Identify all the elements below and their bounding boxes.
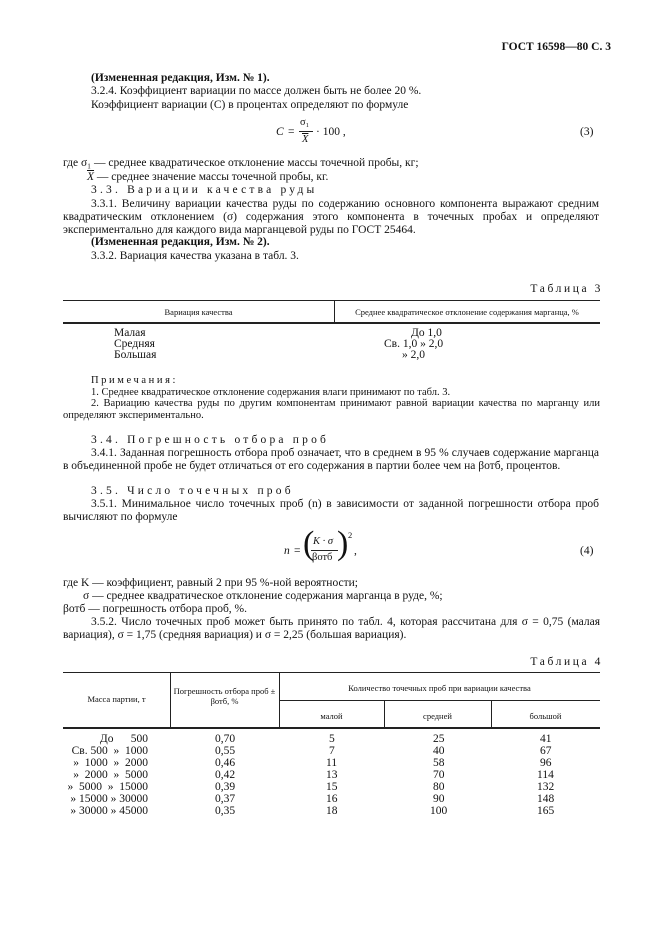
- table-4-row-3-medium: 58: [433, 757, 445, 769]
- table-4-row-7-medium: 100: [430, 805, 448, 817]
- note-1: 1. Среднее квадратическое отклонение содержания влаги принимают по табл. 3.: [91, 387, 451, 398]
- table-4-caption: Таблица 4: [530, 656, 603, 668]
- amendment-note-1: (Измененная редакция, Изм. № 1).: [91, 72, 270, 84]
- formula-3-fraction-bar: [299, 131, 313, 132]
- table-4-head-count: Количество точечных проб при вариации качества: [348, 683, 531, 693]
- section-3-3-heading: 3.3. Вариации качества руды: [91, 184, 318, 196]
- amendment-note-2: (Измененная редакция, Изм. № 2).: [91, 236, 270, 248]
- formula-4-right-paren: ): [337, 525, 349, 562]
- table-4-row-3-error: 0,46: [215, 757, 236, 769]
- table-4-row-2-medium: 40: [433, 745, 445, 757]
- table-4-row-7-high: 165: [537, 805, 555, 817]
- table-3-row-2-value: Св. 1,0 » 2,0: [384, 338, 444, 350]
- table-3-row-3-value: » 2,0: [402, 349, 425, 361]
- section-3-4-heading: 3.4. Погрешность отбора проб: [91, 434, 330, 446]
- clause-3-4-1: 3.4.1. Заданная погрешность отбора проб означает, что в среднем в 95 % случаев содержание марганца в объединенной пробе не будет отличаться от его содержания в партии более чем на βотб, процентов.: [63, 447, 599, 472]
- where-3-line-2-text: — среднее значение массы точечной пробы, кг.: [94, 171, 329, 183]
- clause-3-3-2: 3.3.2. Вариация качества указана в табл. 3.: [91, 250, 299, 262]
- table-4-row-7-low: 18: [326, 805, 338, 817]
- table-4-row-1-mass: До 500: [99, 733, 148, 745]
- table-4-row-5-medium: 80: [433, 781, 445, 793]
- section-3-5-heading: 3.5. Число точечных проб: [91, 485, 294, 497]
- table-4-row-4-mass: » 2000 » 5000: [73, 769, 148, 781]
- table-3-header-rule: [63, 322, 600, 324]
- table-4-head-high: большой: [529, 711, 562, 721]
- table-3-row-1-variation: Малая: [114, 327, 146, 339]
- table-3-head-variation: Вариация качества: [164, 307, 233, 317]
- formula-4-numerator: K · σ: [313, 536, 334, 547]
- mean-mass-symbol: $\overline{X}$: [87, 171, 95, 183]
- table-4-row-7-mass: » 30000 » 45000: [70, 805, 148, 817]
- where-3-line-1: где σ₁ — среднее квадратическое отклонение массы точечной пробы, кг;: [63, 157, 419, 169]
- table-3-row-1-value: До 1,0: [411, 327, 442, 339]
- table-3-row-2-variation: Средняя: [114, 338, 155, 350]
- table-4-head-medium: средней: [423, 711, 452, 721]
- clause-3-2-4: 3.2.4. Коэффициент вариации по массе должен быть не более 20 %.: [91, 85, 422, 97]
- formula-3-number: (3): [580, 126, 594, 138]
- formula-4-denominator: βотб: [312, 552, 333, 563]
- clause-3-3-1: 3.3.1. Величину вариации качества руды по содержанию основного компонента выражают средним квадратическим отклонением (σ) содержания этого компонента в точечных пробах и определяют экспериментально для каждого вида марганцевой руды по ГОСТ 25464.: [63, 198, 599, 236]
- table-4-row-1-low: 5: [329, 733, 335, 745]
- table-4-row-2-mass: Св. 500 » 1000: [71, 745, 148, 757]
- formula-3-eq: =: [288, 126, 295, 138]
- where-4-line-2: σ — среднее квадратическое отклонение содержания марганца в руде, %;: [83, 590, 443, 602]
- table-4-top-rule: [63, 672, 600, 673]
- table-4-row-6-error: 0,37: [215, 793, 236, 805]
- table-4-row-6-medium: 90: [433, 793, 445, 805]
- table-3-top-rule: [63, 300, 600, 301]
- table-3-head-deviation: Среднее квадратическое отклонение содержания марганца, %: [355, 307, 579, 317]
- table-4-head-mass: Масса партии, т: [87, 694, 146, 704]
- table-4-row-4-high: 114: [537, 769, 554, 781]
- table-4-header-rule: [63, 727, 600, 729]
- table-4-row-6-high: 148: [537, 793, 555, 805]
- table-4-row-3-mass: » 1000 » 2000: [73, 757, 148, 769]
- table-4-row-1-medium: 25: [433, 733, 445, 745]
- table-4-row-3-low: 11: [326, 757, 338, 769]
- clause-3-5-1: 3.5.1. Минимальное число точечных проб (n) в зависимости от заданной погрешности отбора проб вычисляют по формуле: [63, 498, 599, 523]
- table-3-row-3-variation: Большая: [114, 349, 157, 361]
- where-3-line-2: [87, 171, 328, 184]
- formula-4-left-paren: (: [303, 525, 315, 562]
- where-4-line-1: где K — коэффициент, равный 2 при 95 %-ной вероятности;: [63, 577, 358, 589]
- formula-4-exponent: 2: [348, 530, 353, 540]
- table-4-row-6-low: 16: [326, 793, 338, 805]
- clause-3-5-2: 3.5.2. Число точечных проб может быть принято по табл. 4, которая рассчитана для σ = 0,75 (малая вариация), σ = 1,75 (средняя вариация) и σ = 2,25 (большая вариация).: [63, 616, 600, 641]
- table-4-row-2-high: 67: [540, 745, 552, 757]
- table-4-row-4-low: 13: [326, 769, 338, 781]
- notes-title: Примечания:: [91, 375, 179, 386]
- table-3-caption: Таблица 3: [530, 283, 603, 295]
- table-4-row-3-high: 96: [540, 757, 552, 769]
- table-4-head-low: малой: [320, 711, 343, 721]
- table-4-row-6-mass: » 15000 » 30000: [70, 793, 148, 805]
- formula-4-lhs: n: [284, 545, 290, 557]
- table-4-row-2-low: 7: [329, 745, 335, 757]
- note-2: 2. Вариацию качества руды по другим компонентам принимают равной вариации качества по марганцу или определяют экспериментально.: [63, 398, 600, 421]
- table-4-divider-1: [170, 672, 171, 728]
- table-4-row-1-error: 0,70: [215, 733, 236, 745]
- table-4-row-5-error: 0,39: [215, 781, 236, 793]
- table-4-row-5-low: 15: [326, 781, 338, 793]
- formula-3-rest: · 100 ,: [316, 126, 346, 138]
- page-header: ГОСТ 16598—80 С. 3: [501, 41, 611, 53]
- table-4-row-5-high: 132: [537, 781, 555, 793]
- table-4-row-2-error: 0,55: [215, 745, 236, 757]
- table-4-head-error: Погрешность отбора проб ± βотб, %: [173, 686, 276, 706]
- formula-3-lhs: C: [276, 126, 284, 138]
- table-4-row-7-error: 0,35: [215, 805, 236, 817]
- formula-4-fraction-bar: [311, 550, 338, 551]
- table-4-row-5-mass: » 5000 » 15000: [67, 781, 148, 793]
- formula-4-tail: ,: [354, 545, 357, 557]
- table-4-row-4-medium: 70: [433, 769, 445, 781]
- table-4-subhead-rule: [279, 700, 600, 701]
- where-4-line-3: βотб — погрешность отбора проб, %.: [63, 603, 248, 615]
- table-4-row-4-error: 0,42: [215, 769, 236, 781]
- formula-3-numerator: σ₁: [300, 117, 310, 128]
- coefficient-intro: Коэффициент вариации (C) в процентах определяют по формуле: [91, 99, 409, 111]
- table-4-row-1-high: 41: [540, 733, 552, 745]
- formula-4-number: (4): [580, 545, 594, 557]
- formula-4-eq: =: [294, 545, 301, 557]
- formula-3-denominator: $\overline{X}$: [302, 134, 309, 145]
